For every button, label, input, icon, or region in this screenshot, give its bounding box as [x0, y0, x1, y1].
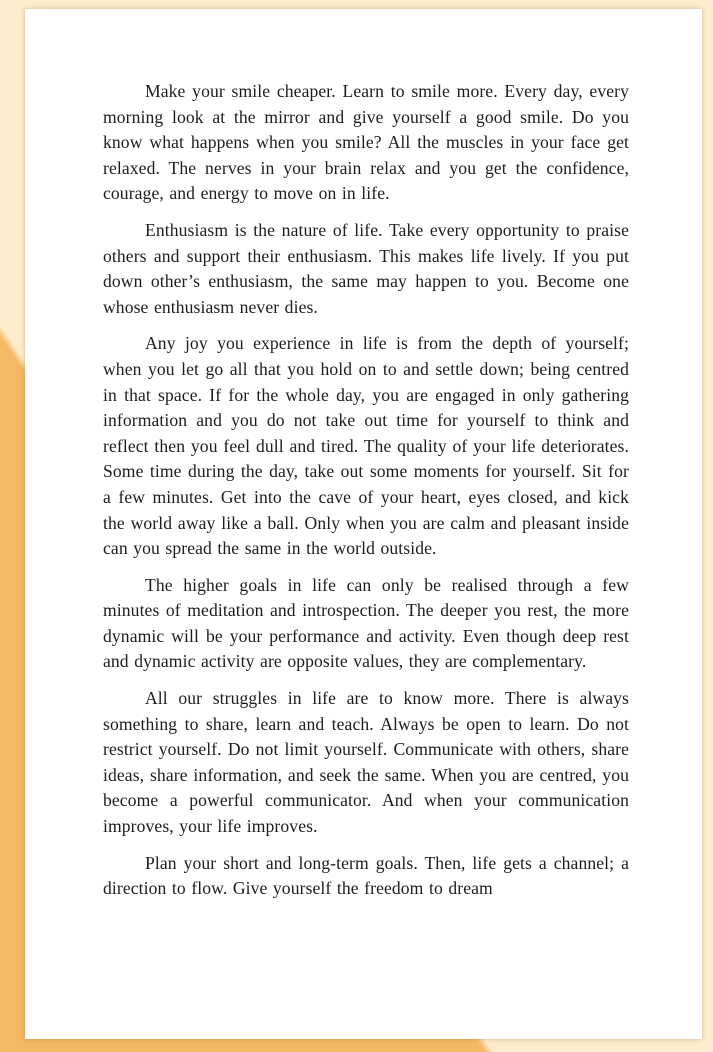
book-page [25, 9, 702, 1039]
paragraph: The higher goals in life can only be realised through a few minutes of meditation and introspection. The deeper you rest, the more dynamic will be your performance and activity. Even though deep rest and dynamic activity are opposite values, they are complementary. [103, 574, 629, 672]
paragraph: Plan your short and long-term goals. Then, life gets a channel; a direction to flow. Give yourself the freedom to dream [103, 852, 629, 899]
paragraph: All our struggles in life are to know more. There is always something to share, learn and teach. Always be open to learn. Do not restrict yourself. Do not limit yourself. Communicate with others, share ideas, share information, and seek the same. When you are centred, you become a powerful communicator. And when your communication improves, your life improves. [103, 688, 629, 837]
paragraph: Any joy you experience in life is from the depth of yourself; when you let go all that you hold on to and settle down; being centred in that space. If for the whole day, you are engaged in only gathering information and you do not take out time for yourself to think and reflect then you feel dull and tired. The quality of your life deteriorates. Some time during the day, take out some moments for yourself. Sit for a few minutes. Get into the cave of your heart, eyes closed, and kick the world away like a ball. Only when you are calm and pleasant inside can you spread the same in the world outside. [103, 333, 629, 559]
page-text-block [103, 79, 629, 1039]
paragraph: Make your smile cheaper. Learn to smile more. Every day, every morning look at the mirror and give yourself a good smile. Do you know what happens when you smile? All the muscles in your face get relaxed. The nerves in your brain relax and you get the confidence, courage, and energy to move on in life. [103, 81, 629, 204]
paragraph: Enthusiasm is the nature of life. Take every opportunity to praise others and support their enthusiasm. This makes life lively. If you put down other’s enthusiasm, the same may happen to you. Become one whose enthusiasm never dies. [103, 219, 629, 317]
